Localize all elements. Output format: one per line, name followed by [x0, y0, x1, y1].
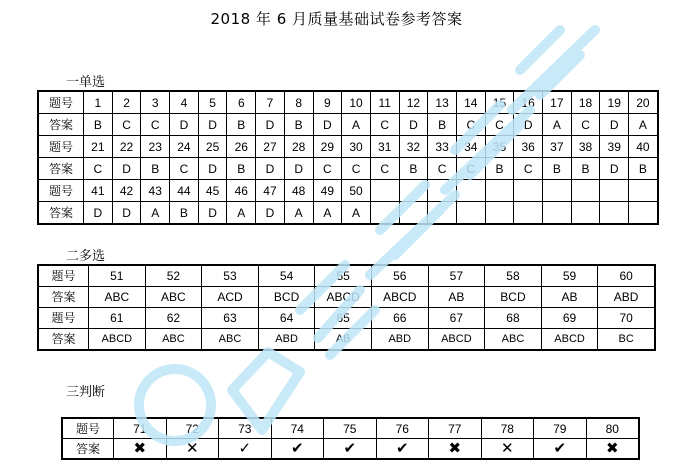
question-number-cell: 20 [629, 91, 658, 114]
question-number-cell: 50 [342, 180, 371, 202]
answer-cell: D [198, 158, 227, 180]
question-number-cell: 73 [219, 418, 272, 439]
question-number-cell [543, 180, 572, 202]
row-label-question: 题号 [38, 180, 84, 202]
question-number-cell: 4 [170, 91, 199, 114]
question-number-cell: 56 [371, 265, 428, 287]
question-number-cell: 26 [227, 136, 256, 158]
answer-cell: D [284, 158, 313, 180]
question-number-cell: 27 [256, 136, 285, 158]
answer-cell: ACD [202, 287, 259, 308]
section-multi-label: 二多选 [66, 249, 106, 264]
answer-cell: B [227, 114, 256, 136]
question-number-cell: 9 [313, 91, 342, 114]
question-number-cell: 66 [371, 308, 428, 329]
question-number-cell: 28 [284, 136, 313, 158]
answer-cell: A [629, 114, 658, 136]
question-number-cell: 65 [315, 308, 372, 329]
answer-cell: B [284, 114, 313, 136]
question-number-cell: 39 [600, 136, 629, 158]
judgement-mark: ✔ [534, 439, 587, 460]
judgement-mark: ✔ [324, 439, 377, 460]
question-number-cell: 79 [534, 418, 587, 439]
question-number-cell: 35 [485, 136, 514, 158]
question-number-cell: 2 [112, 91, 141, 114]
question-number-cell: 55 [315, 265, 372, 287]
single-choice-table [37, 90, 659, 225]
judgement-mark: ✕ [166, 439, 219, 460]
answer-cell: D [600, 158, 629, 180]
question-number-cell: 23 [141, 136, 170, 158]
question-number-cell: 75 [324, 418, 377, 439]
question-number-cell: 3 [141, 91, 170, 114]
answer-cell: D [514, 114, 543, 136]
question-number-cell: 70 [598, 308, 655, 329]
question-number-cell: 43 [141, 180, 170, 202]
multi-choice-table [37, 264, 656, 351]
question-number-cell: 24 [170, 136, 199, 158]
answer-cell [629, 202, 658, 225]
answer-cell [370, 202, 399, 225]
answer-cell: D [313, 114, 342, 136]
answer-cell: ABC [145, 287, 202, 308]
answer-row [38, 287, 655, 308]
question-number-cell: 74 [271, 418, 324, 439]
question-number-cell: 8 [284, 91, 313, 114]
judgement-mark: ✖ [114, 439, 167, 460]
question-number-cell: 68 [485, 308, 542, 329]
answer-cell: D [84, 202, 113, 225]
answer-cell: ABC [145, 329, 202, 351]
question-number-cell: 57 [428, 265, 485, 287]
question-number-cell: 41 [84, 180, 113, 202]
answer-cell: C [112, 114, 141, 136]
answer-cell: D [600, 114, 629, 136]
row-label-question: 题号 [38, 91, 84, 114]
question-number-cell: 61 [89, 308, 146, 329]
question-number-cell: 37 [543, 136, 572, 158]
answer-row [62, 439, 639, 460]
answer-cell: A [141, 202, 170, 225]
question-number-cell: 21 [84, 136, 113, 158]
question-number-cell: 71 [114, 418, 167, 439]
answer-cell: D [256, 202, 285, 225]
question-number-cell: 13 [428, 91, 457, 114]
question-number-row [62, 418, 639, 439]
answer-cell: A [284, 202, 313, 225]
answer-cell [600, 202, 629, 225]
answer-cell: B [485, 158, 514, 180]
question-number-row [38, 265, 655, 287]
answer-cell: C [170, 158, 199, 180]
question-number-row [38, 91, 658, 114]
answer-cell: A [227, 202, 256, 225]
answer-cell: D [198, 114, 227, 136]
question-number-cell: 58 [485, 265, 542, 287]
answer-row [38, 202, 658, 225]
question-number-cell: 30 [342, 136, 371, 158]
question-number-cell: 34 [456, 136, 485, 158]
question-number-cell: 44 [170, 180, 199, 202]
question-number-cell: 47 [256, 180, 285, 202]
answer-row [38, 114, 658, 136]
answer-cell: ABC [485, 329, 542, 351]
question-number-cell [399, 180, 428, 202]
answer-cell: C [84, 158, 113, 180]
judgement-mark: ✖ [429, 439, 482, 460]
judgement-table [61, 417, 640, 460]
question-number-cell: 5 [198, 91, 227, 114]
question-number-cell: 7 [256, 91, 285, 114]
question-number-cell: 11 [370, 91, 399, 114]
question-number-cell: 19 [600, 91, 629, 114]
answer-cell: B [84, 114, 113, 136]
answer-cell [514, 202, 543, 225]
answer-cell: C [571, 114, 600, 136]
answer-cell: B [571, 158, 600, 180]
question-number-cell: 15 [485, 91, 514, 114]
question-number-cell: 54 [258, 265, 315, 287]
answer-cell: C [370, 114, 399, 136]
question-number-cell: 42 [112, 180, 141, 202]
section-single-label: 一单选 [66, 75, 106, 90]
question-number-cell: 17 [543, 91, 572, 114]
judgement-mark: ✓ [219, 439, 272, 460]
question-number-cell: 80 [586, 418, 639, 439]
answer-cell: C [342, 158, 371, 180]
row-label-answer: 答案 [62, 439, 114, 460]
answer-cell: ABCD [315, 287, 372, 308]
answer-cell: B [543, 158, 572, 180]
answer-cell: ABCD [541, 329, 598, 351]
answer-cell: A [313, 202, 342, 225]
judgement-mark: ✔ [376, 439, 429, 460]
answer-cell: AB [315, 329, 372, 351]
question-number-cell: 10 [342, 91, 371, 114]
question-number-cell: 69 [541, 308, 598, 329]
row-label-question: 题号 [38, 265, 89, 287]
row-label-answer: 答案 [38, 287, 89, 308]
row-label-answer: 答案 [38, 202, 84, 225]
answer-cell: ABD [598, 287, 655, 308]
question-number-cell: 49 [313, 180, 342, 202]
question-number-cell [485, 180, 514, 202]
question-number-row [38, 308, 655, 329]
answer-cell: D [198, 202, 227, 225]
answer-cell: AB [541, 287, 598, 308]
question-number-cell: 22 [112, 136, 141, 158]
question-number-cell: 6 [227, 91, 256, 114]
answer-cell [571, 202, 600, 225]
answer-cell: ABCD [371, 287, 428, 308]
question-number-cell: 29 [313, 136, 342, 158]
answer-cell: ABD [371, 329, 428, 351]
answer-cell [399, 202, 428, 225]
question-number-row [38, 136, 658, 158]
answer-cell: D [256, 158, 285, 180]
answer-cell: B [399, 158, 428, 180]
answer-cell: D [112, 202, 141, 225]
question-number-cell: 40 [629, 136, 658, 158]
question-number-cell: 46 [227, 180, 256, 202]
question-number-cell: 77 [429, 418, 482, 439]
question-number-cell: 12 [399, 91, 428, 114]
answer-cell: BCD [258, 287, 315, 308]
question-number-cell: 62 [145, 308, 202, 329]
answer-cell: C [370, 158, 399, 180]
answer-cell [428, 202, 457, 225]
question-number-cell [514, 180, 543, 202]
row-label-answer: 答案 [38, 329, 89, 351]
answer-cell: C [456, 114, 485, 136]
answer-cell: D [170, 114, 199, 136]
answer-cell: D [256, 114, 285, 136]
question-number-cell: 60 [598, 265, 655, 287]
row-label-question: 题号 [62, 418, 114, 439]
answer-cell [456, 202, 485, 225]
question-number-cell: 25 [198, 136, 227, 158]
judgement-mark: ✖ [586, 439, 639, 460]
section-judge-label: 三判断 [66, 385, 106, 400]
question-number-cell: 31 [370, 136, 399, 158]
answer-cell [485, 202, 514, 225]
question-number-cell: 76 [376, 418, 429, 439]
answer-row [38, 158, 658, 180]
question-number-cell: 18 [571, 91, 600, 114]
answer-cell: C [313, 158, 342, 180]
answer-cell: B [170, 202, 199, 225]
question-number-cell: 32 [399, 136, 428, 158]
question-number-cell: 51 [89, 265, 146, 287]
answer-cell: BC [598, 329, 655, 351]
judgement-mark: ✕ [481, 439, 534, 460]
answer-cell: A [543, 114, 572, 136]
answer-cell: B [629, 158, 658, 180]
question-number-cell [370, 180, 399, 202]
row-label-question: 题号 [38, 308, 89, 329]
row-label-answer: 答案 [38, 114, 84, 136]
row-label-answer: 答案 [38, 158, 84, 180]
question-number-cell: 52 [145, 265, 202, 287]
question-number-cell: 45 [198, 180, 227, 202]
answer-cell: A [342, 114, 371, 136]
answer-cell [543, 202, 572, 225]
answer-cell: B [227, 158, 256, 180]
question-number-cell: 1 [84, 91, 113, 114]
question-number-cell: 59 [541, 265, 598, 287]
question-number-cell: 64 [258, 308, 315, 329]
answer-cell: D [112, 158, 141, 180]
answer-cell: ABC [89, 287, 146, 308]
question-number-cell: 72 [166, 418, 219, 439]
answer-cell: C [141, 114, 170, 136]
answer-cell: BCD [485, 287, 542, 308]
question-number-row [38, 180, 658, 202]
question-number-cell: 38 [571, 136, 600, 158]
answer-cell: A [342, 202, 371, 225]
answer-row [38, 329, 655, 351]
question-number-cell: 67 [428, 308, 485, 329]
answer-cell: C [514, 158, 543, 180]
question-number-cell: 16 [514, 91, 543, 114]
answer-cell: B [141, 158, 170, 180]
question-number-cell: 63 [202, 308, 259, 329]
question-number-cell [456, 180, 485, 202]
answer-cell: D [399, 114, 428, 136]
answer-cell: ABCD [428, 329, 485, 351]
question-number-cell: 53 [202, 265, 259, 287]
question-number-cell [571, 180, 600, 202]
question-number-cell [629, 180, 658, 202]
question-number-cell: 78 [481, 418, 534, 439]
answer-cell: ABC [202, 329, 259, 351]
question-number-cell: 33 [428, 136, 457, 158]
answer-cell: C [456, 158, 485, 180]
answer-cell: ABCD [89, 329, 146, 351]
answer-cell: C [485, 114, 514, 136]
question-number-cell [600, 180, 629, 202]
judgement-mark: ✔ [271, 439, 324, 460]
answer-cell: C [428, 158, 457, 180]
question-number-cell [428, 180, 457, 202]
question-number-cell: 36 [514, 136, 543, 158]
page-title: 2018 年 6 月质量基础试卷参考答案 [210, 10, 463, 28]
question-number-cell: 14 [456, 91, 485, 114]
question-number-cell: 48 [284, 180, 313, 202]
answer-cell: ABD [258, 329, 315, 351]
answer-cell: AB [428, 287, 485, 308]
answer-cell: B [428, 114, 457, 136]
row-label-question: 题号 [38, 136, 84, 158]
